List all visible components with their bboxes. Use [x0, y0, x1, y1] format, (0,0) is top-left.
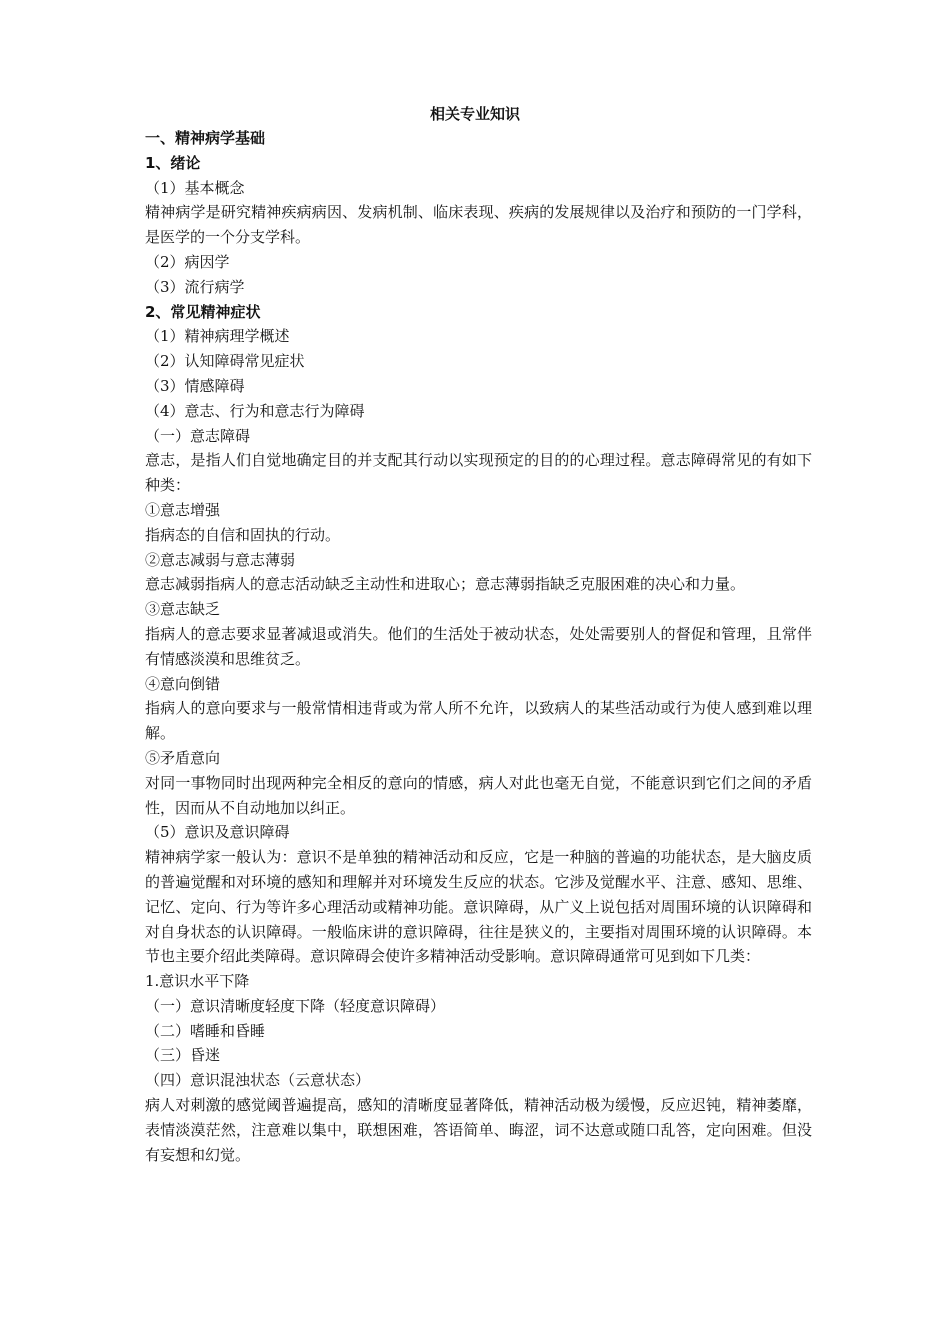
body-paragraph: 精神病学是研究精神疾病病因、发病机制、临床表现、疾病的发展规律以及治疗和预防的一门学科，是医学的一个分支学科。	[145, 203, 812, 247]
text-line: ③意志缺乏	[145, 600, 221, 619]
text-line: ⑤矛盾意向	[145, 748, 221, 767]
text-line: ②意志减弱与意志薄弱	[145, 550, 296, 569]
body-paragraph: 精神病学家一般认为：意识不是单独的精神活动和反应，它是一种脑的普遍的功能状态，是大脑皮质的普遍觉醒和对环境的感知和理解并对环境发生反应的状态。它涉及觉醒水平、注意、感知、思维、记忆、定向、行为等许多心理活动或精神功能。意识障碍，从广义上说包括对周围环境的认识障碍和对自身状态的认识障碍。一般临床讲的意识障碍，往往是狭义的，主要指对周围环境的认识障碍。本节也主要介绍此类障碍。意识障碍会使许多精神活动受影响。意识障碍通常可见到如下几类：	[145, 848, 812, 966]
text-line: （一）意志障碍	[145, 426, 251, 445]
text-line: （四）意识混浊状态（云意状态）	[145, 1071, 371, 1090]
text-line: （5）意识及意识障碍	[145, 823, 290, 842]
document-title: 相关专业知识	[429, 105, 520, 123]
text-line: 1.意识水平下降	[145, 972, 250, 991]
body-paragraph: 意志，是指人们自觉地确定目的并支配其行动以实现预定的目的的心理过程。意志障碍常见的有如下种类：	[145, 451, 812, 495]
text-line: （一）意识清晰度轻度下降（轻度意识障碍）	[145, 996, 446, 1015]
section-heading: 1、绪论	[145, 153, 201, 172]
body-paragraph: 指病人的意志要求显著减退或消失。他们的生活处于被动状态，处处需要别人的督促和管理，且常伴有情感淡漠和思维贫乏。	[145, 624, 812, 668]
body-paragraph: 对同一事物同时出现两种完全相反的意向的情感，病人对此也毫无自觉，不能意识到它们之间的矛盾性，因而从不自动地加以纠正。	[145, 773, 812, 817]
text-line: （二）嗜睡和昏睡	[145, 1021, 266, 1040]
text-line: （1）基本概念	[145, 178, 245, 197]
text-line: （三）昏迷	[145, 1046, 221, 1065]
body-paragraph: 病人对刺激的感觉阈普遍提高，感知的清晰度显著降低，精神活动极为缓慢，反应迟钝，精神萎靡，表情淡漠茫然，注意难以集中，联想困难，答语简单、晦涩，词不达意或随口乱答，定向困难。但没有妄想和幻觉。	[145, 1096, 812, 1164]
text-line: ①意志增强	[145, 500, 221, 519]
text-line: （3）流行病学	[145, 277, 245, 296]
text-line: ④意向倒错	[145, 674, 221, 693]
text-line: （2）认知障碍常见症状	[145, 352, 305, 371]
text-line: （4）意志、行为和意志行为障碍	[145, 401, 365, 420]
document-body	[145, 126, 812, 1167]
section-heading: 2、常见精神症状	[145, 302, 261, 321]
section-heading: 一、精神病学基础	[145, 129, 266, 147]
body-paragraph: 意志减弱指病人的意志活动缺乏主动性和进取心；意志薄弱指缺乏克服困难的决心和力量。	[145, 575, 746, 594]
text-line: （2）病因学	[145, 252, 230, 271]
text-line: 指病态的自信和固执的行动。	[145, 525, 341, 544]
text-line: （3）情感障碍	[145, 376, 245, 395]
body-paragraph: 指病人的意向要求与一般常情相违背或为常人所不允许，以致病人的某些活动或行为使人感到难以理解。	[145, 699, 812, 743]
text-line: （1）精神病理学概述	[145, 327, 290, 346]
